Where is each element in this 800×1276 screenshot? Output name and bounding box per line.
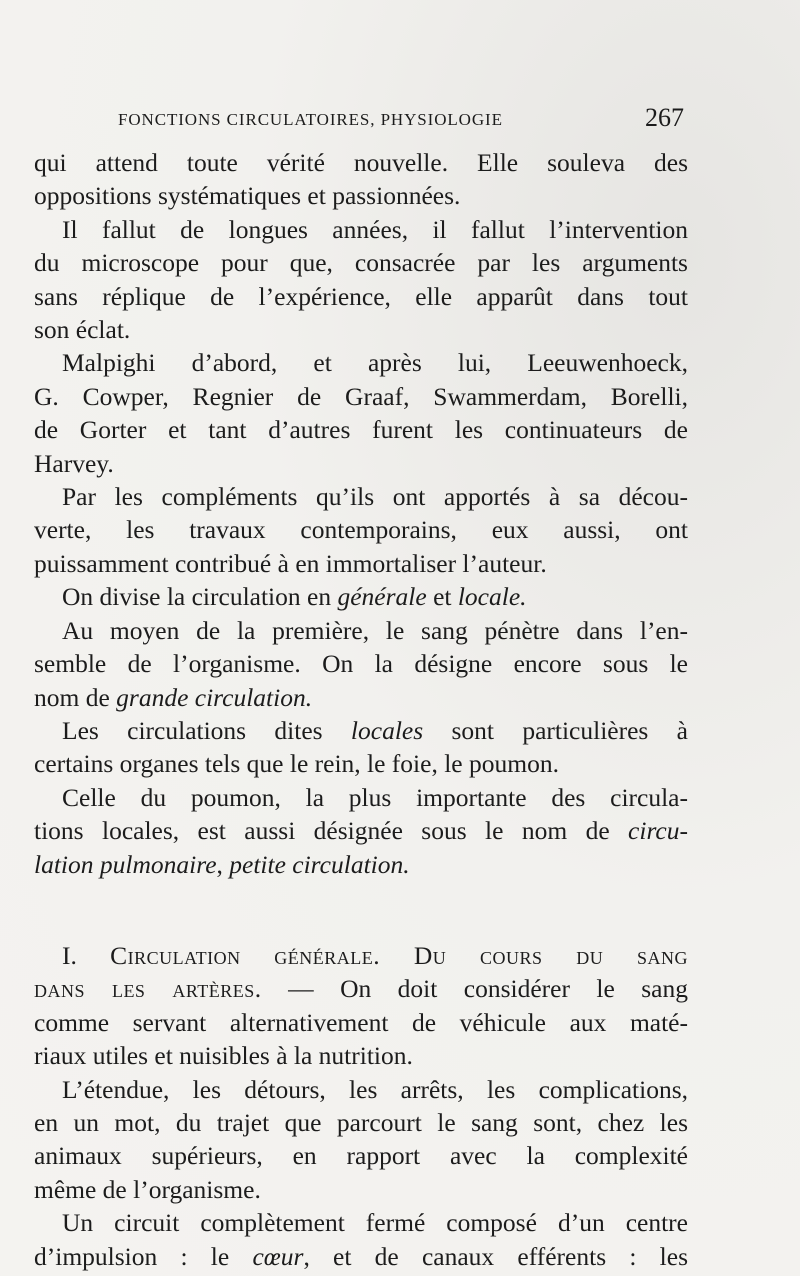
text-run: sont particulières à [423,715,688,745]
text-line [34,681,688,714]
text-line: Celle du poumon, la plus importante des circula- [62,782,688,812]
text-line: en un mot, du trajet que parcourt le sang sont, chez les [34,1107,688,1137]
paragraph [34,1073,688,1207]
text-line: même de l’organisme. [34,1174,261,1204]
paragraph [34,346,688,480]
text-run: et [426,582,458,612]
italic-term: grande circulation. [116,682,313,712]
text-line: Malpighi d’abord, et après lui, Leeuwenhoeck, [62,348,688,378]
italic-term: lation pulmonaire [34,849,217,879]
text-line [34,848,688,881]
text-line [34,580,688,613]
text-line [34,972,688,1005]
paragraph [34,146,688,213]
paragraph [34,1206,688,1273]
text-line: riaux utiles et nuisibles à la nutrition. [34,1041,413,1071]
section-heading-line [34,939,688,972]
text-line: puissamment contribué à en immortaliser l’auteur. [34,548,547,578]
text-line: Au moyen de la première, le sang pénètre dans l’en- [62,615,688,645]
text-line: Il fallut de longues années, il fallut l’intervention [62,214,688,244]
italic-term: locales [350,715,424,745]
text-run: tions locales, est aussi désignée sous le nom de [34,816,629,846]
italic-term: circu- [628,816,688,846]
text-line: L’étendue, les détours, les arrêts, les complications, [62,1074,688,1104]
text-line: Par les compléments qu’ils ont apportés à sa décou- [62,482,688,512]
running-head: FONCTIONS CIRCULATOIRES, PHYSIOLOGIE [118,110,503,129]
text-run: — On doit considérer le sang [261,974,688,1004]
paragraph [34,714,688,781]
page-header [118,103,684,137]
italic-term: générale [337,582,427,612]
text-line: G. Cowper, Regnier de Graaf, Swammerdam, Borelli, [34,381,688,411]
text-line: comme servant alternativement de véhicule aux maté- [34,1007,688,1037]
text-line: sans réplique de l’expérience, elle apparût dans tout [34,281,688,311]
text-line: oppositions systématiques et passionnées. [34,181,461,211]
paragraph [34,614,688,714]
paragraph [34,781,688,881]
text-line: animaux supérieurs, en rapport avec la complexité [34,1141,688,1171]
text-line: semble de l’organisme. On la désigne encore sous le [34,649,688,679]
text-run: d’impulsion : le [34,1241,253,1271]
text-line [34,1240,688,1273]
text-line: Un circuit complètement fermé composé d’un centre [62,1208,688,1238]
text-line: son éclat. [34,315,131,345]
text-run: , [216,849,230,879]
text-line [34,714,688,747]
text-line [34,814,688,847]
text-line: certains organes tels que le rein, le foie, le poumon. [34,749,559,779]
paragraph [34,213,688,347]
page-number: 267 [645,103,684,132]
text-line: Harvey. [34,448,114,478]
text-line: qui attend toute vérité nouvelle. Elle souleva des [34,148,688,177]
section-gap [34,881,688,939]
text-run: On divise la circulation en [62,582,338,612]
section-heading: dans les artères. [34,974,262,1004]
paragraph [34,480,688,580]
section-heading: Circulation générale. Du cours du sang [110,940,688,970]
section-number: I. [62,940,111,970]
text-run: , et de canaux efférents : les [303,1241,688,1271]
text-run: Les circulations dites [62,715,351,745]
body-text [34,146,688,1273]
text-line: de Gorter et tant d’autres furent les continuateurs de [34,415,688,445]
text-line: du microscope pour que, consacrée par les arguments [34,248,688,278]
text-line: verte, les travaux contemporains, eux aussi, ont [34,515,688,545]
text-run: nom de [34,682,117,712]
paragraph [34,580,688,613]
section-paragraph [34,939,688,1073]
italic-term: petite circulation. [229,849,410,879]
italic-term: locale. [457,582,527,612]
italic-term: cœur [252,1241,304,1271]
